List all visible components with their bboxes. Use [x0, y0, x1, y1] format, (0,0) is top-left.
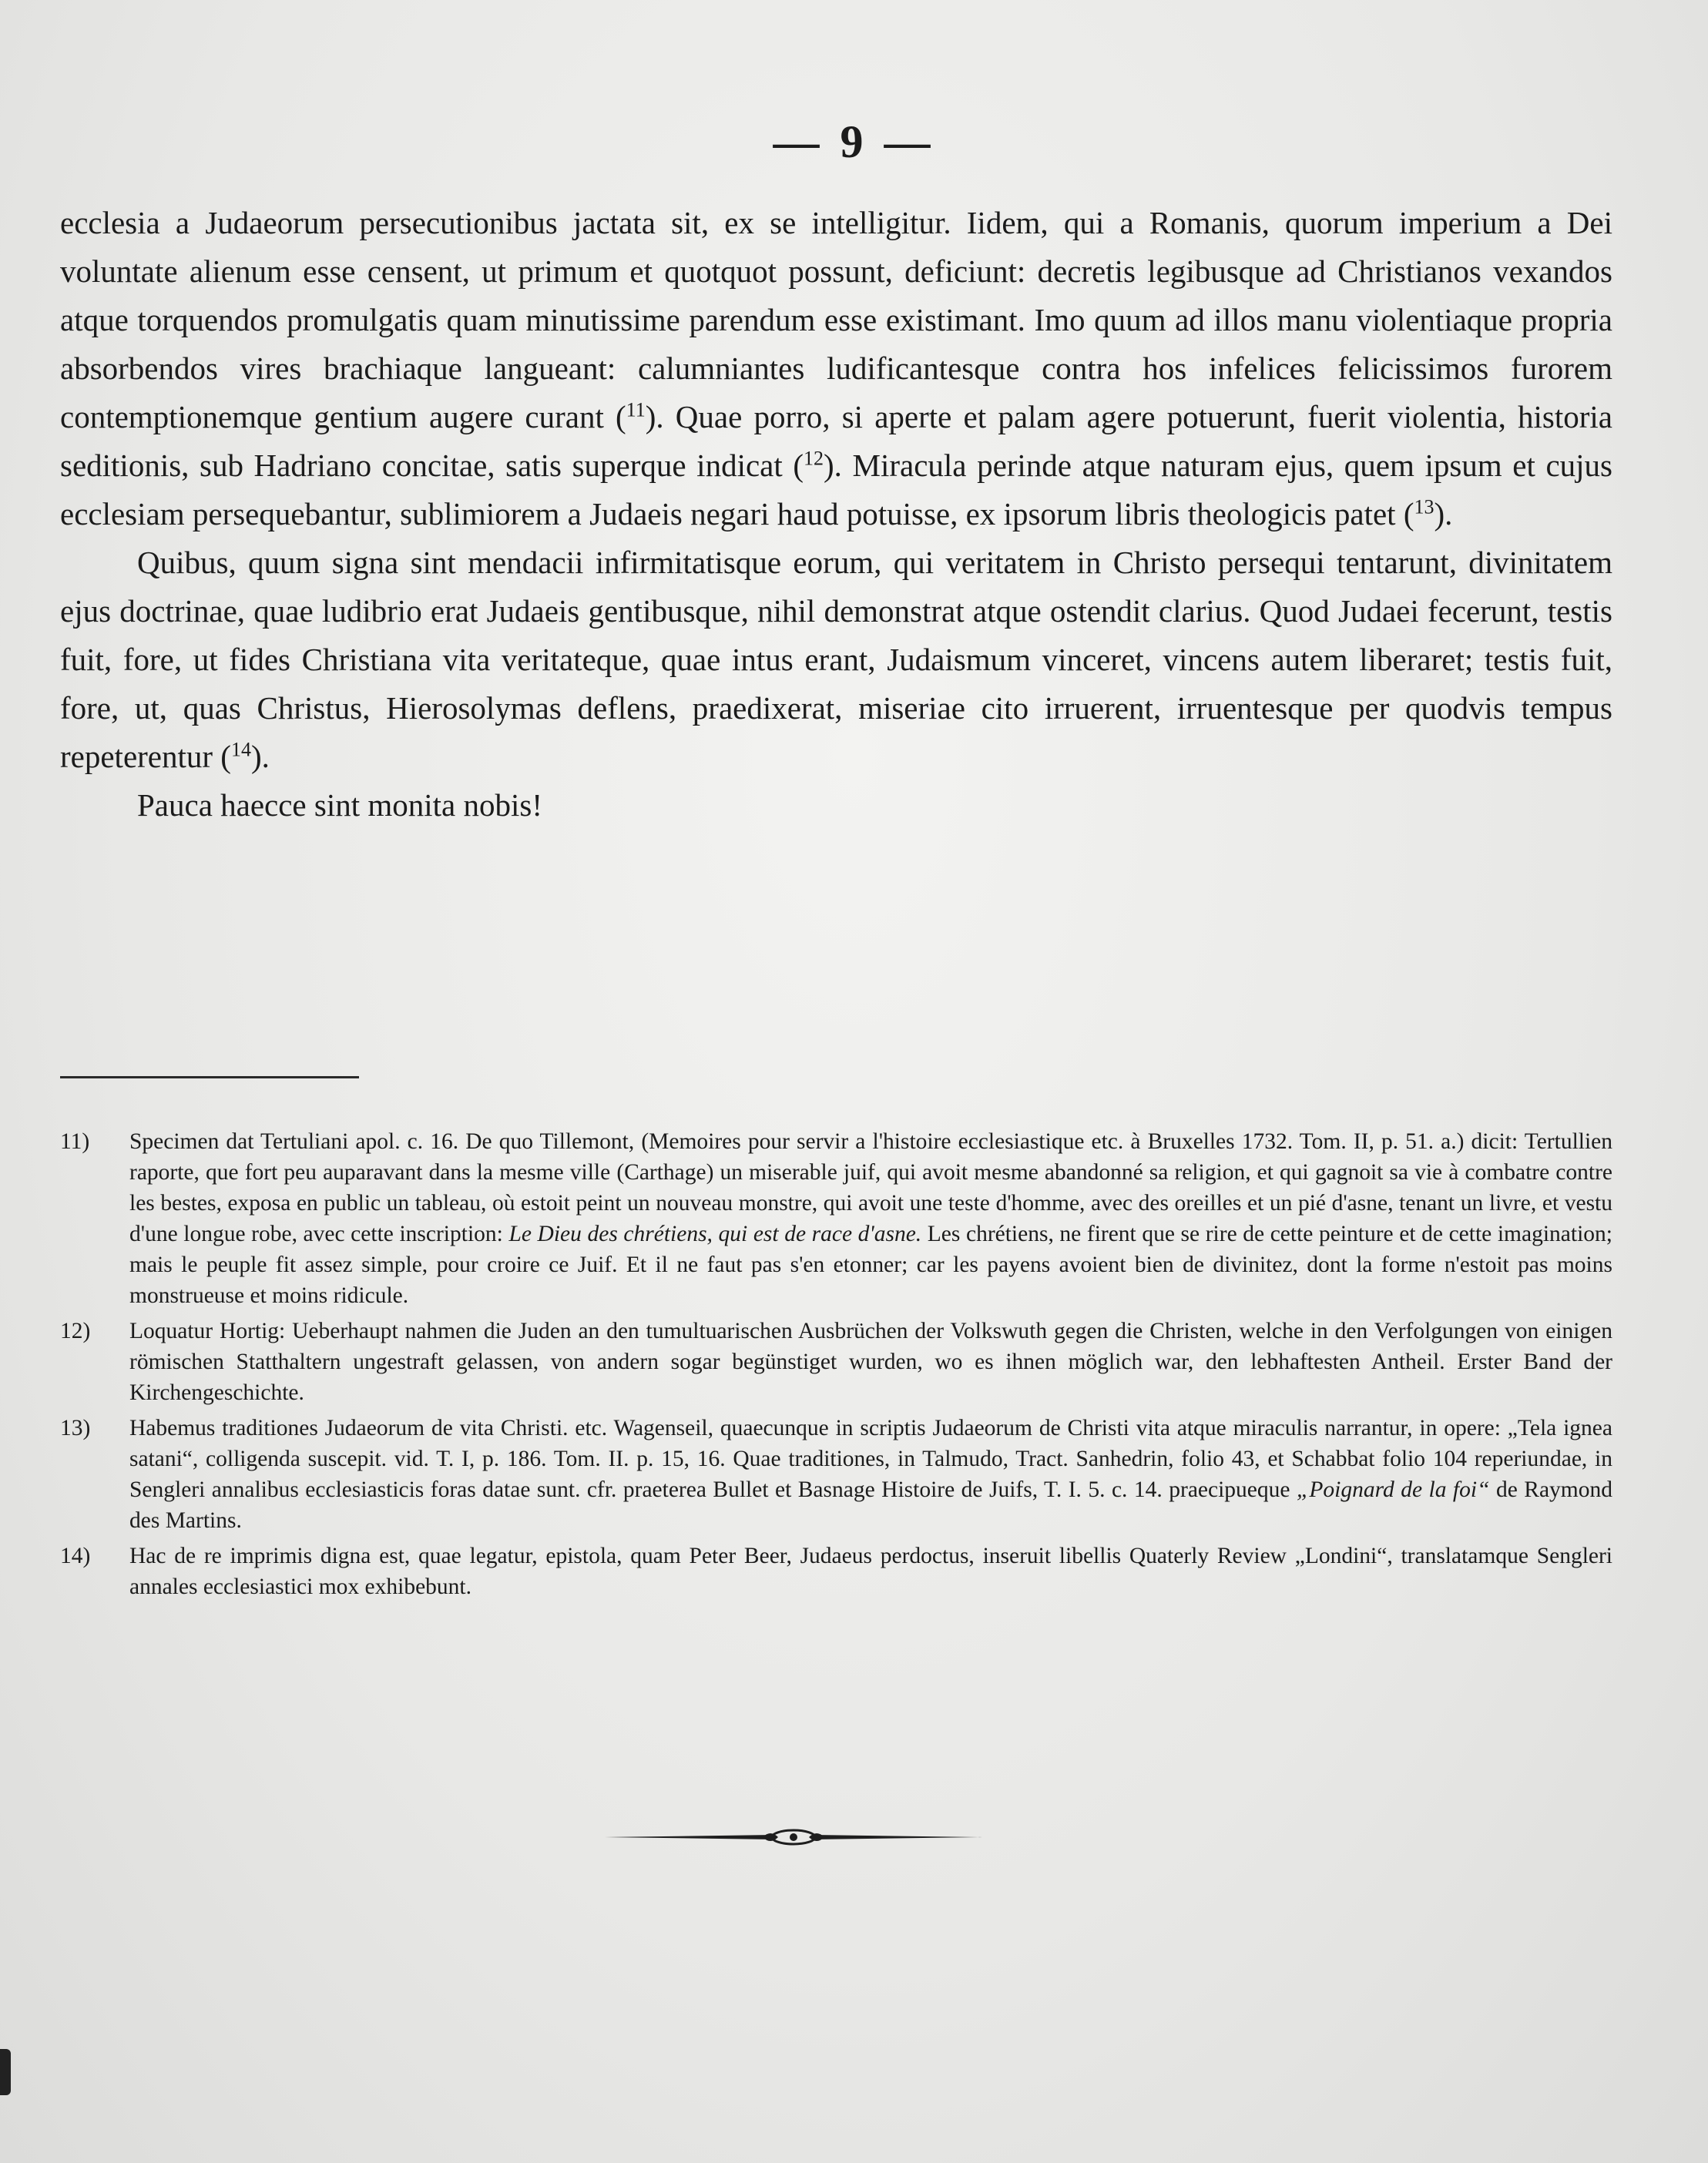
- paragraph-p1: [60, 199, 1612, 538]
- footnote-reference: 12: [804, 447, 824, 470]
- scan-margin-mark: [0, 2049, 11, 2095]
- text-segment: de Raymond des Martins.: [129, 1477, 1612, 1533]
- text-segment: Specimen dat Tertuliani apol. c. 16. De quo Tillemont, (Memoires pour servir a l'histoire ecclesiastique etc. à Bruxelles 1732. Tom. II, p. 51. a.) dicit: Tertullien raporte, que fort peu auparavant dans la mesme ville (Carthage) un miserable juif, qui avoit mesme abandonné sa religion, et qui gagnoit sa vie à combatre contre les bestes, exposa en public un tableau, où estoit peint un nouveau monstre, qui avoit une teste d'homme, avec des oreilles et un pié d'asne, tenant un livre, et vestu d'une longue robe, avec cette inscription:: [129, 1129, 1612, 1246]
- italic-text: „Poignard de la foi“: [1296, 1477, 1490, 1502]
- footnote-number: 14): [60, 1544, 91, 1568]
- text-segment: Les chrétiens, ne firent que se rire de cette peinture et de cette imagination; mais le peuple fit assez simple, pour croire ce Juif. Et il ne faut pas s'en etonner; car les payens avoient bien de divinitez, dont la forme n'estoit pas moins monstrueuse et moins ridicule.: [129, 1222, 1612, 1308]
- footnote-text: [129, 1541, 1612, 1602]
- footnote-reference: 13: [1414, 495, 1435, 518]
- footnotes: [60, 1126, 1612, 1607]
- page-number: — 9 —: [773, 116, 935, 167]
- footnote-number: 13): [60, 1416, 91, 1440]
- footnote-text: [129, 1316, 1612, 1408]
- main-text: [60, 199, 1612, 830]
- footnote: [60, 1126, 1612, 1311]
- footnote-number: 11): [60, 1129, 90, 1154]
- text-segment: Pauca haecce sint monita nobis!: [137, 787, 542, 823]
- text-segment: ).: [250, 739, 270, 774]
- footnote-number: 12): [60, 1319, 91, 1343]
- footnote-text: [129, 1413, 1612, 1536]
- footnote-separator: [60, 1076, 359, 1078]
- footnote-text: [129, 1126, 1612, 1311]
- text-segment: ). Quae porro, si aperte et palam agere potuerunt, fuerit violentia, historia seditionis, sub Hadriano concitae, satis superque indicat (: [60, 399, 1612, 483]
- text-segment: ).: [1434, 496, 1453, 532]
- footnote: [60, 1413, 1612, 1536]
- text-segment: Loquatur Hortig: Ueberhaupt nahmen die Juden an den tumultuarischen Ausbrüchen der Volkswuth gegen die Christen, welche in den Verfolgungen von einigen römischen Statthaltern ungestraft gelassen, von andern sogar begünstiget wurden, wo es ihnen möglich war, den lebhaftesten Antheil. Erster Band der Kirchengeschichte.: [129, 1319, 1612, 1405]
- text-segment: ecclesia a Judaeorum persecutionibus jactata sit, ex se intelligitur. Iidem, qui a Romanis, quorum imperium a Dei voluntate alienum esse censent, ut primum et quotquot possunt, deficiunt: decretis legibusque ad Christianos vexandos atque torquendos promulgatis quam minutissime parendum esse existimant. Imo quum ad illos manu violentiaque propria absorbendos vires brachiaque langueant: calumniantes ludificantesque contra hos infelices felicissimos furorem contemptionemque gentium augere curant (: [60, 205, 1612, 434]
- text-segment: Hac de re imprimis digna est, quae legatur, epistola, quam Peter Beer, Judaeus perdoctus, inseruit libellis Quaterly Review „Londini“, translatamque Sengleri annales ecclesiastici mox exhibebunt.: [129, 1544, 1612, 1599]
- footnote: [60, 1541, 1612, 1602]
- text-segment: Habemus traditiones Judaeorum de vita Christi. etc. Wagenseil, quaecunque in scriptis Judaeorum de Christi vita atque miraculis narrantur, in opere: „Tela ignea satani“, colligenda suscepit. vid. T. I, p. 186. Tom. II. p. 15, 16. Quae traditiones, in Talmudo, Tract. Sanhedrin, folio 43, et Schabbat folio 104 reperiundae, in Sengleri annalibus ecclesiasticis foras datae sunt. cfr. praeterea Bullet et Basnage Histoire de Juifs, T. I. 5. c. 14. praecipueque: [129, 1416, 1612, 1502]
- footnote: [60, 1316, 1612, 1408]
- footnote-reference: 11: [626, 398, 646, 421]
- ornament-divider: [605, 1826, 982, 1849]
- paragraph-p2: [60, 538, 1612, 781]
- paragraph-p3: [60, 781, 1612, 830]
- text-segment: Quibus, quum signa sint mendacii infirmitatisque eorum, qui veritatem in Christo persequi tentarunt, divinitatem ejus doctrinae, quae ludibrio erat Judaeis gentibusque, nihil demonstrat atque ostendit clarius. Quod Judaei fecerunt, testis fuit, fore, ut fides Christiana vita veritateque, quae intus erant, Judaismum vinceret, vincens autem liberaret; testis fuit, fore, ut, quas Christus, Hierosolymas deflens, praedixerat, miseriae cito irruerent, irruentesque per quodvis tempus repeterentur (: [60, 545, 1612, 774]
- italic-text: Le Dieu des chrétiens, qui est de race d'asne.: [508, 1222, 922, 1246]
- text-segment: ). Miracula perinde atque naturam ejus, quem ipsum et cujus ecclesiam persequebantur, sublimiorem a Judaeis negari haud potuisse, ex ipsorum libris theologicis patet (: [60, 448, 1612, 532]
- footnote-reference: 14: [230, 738, 251, 761]
